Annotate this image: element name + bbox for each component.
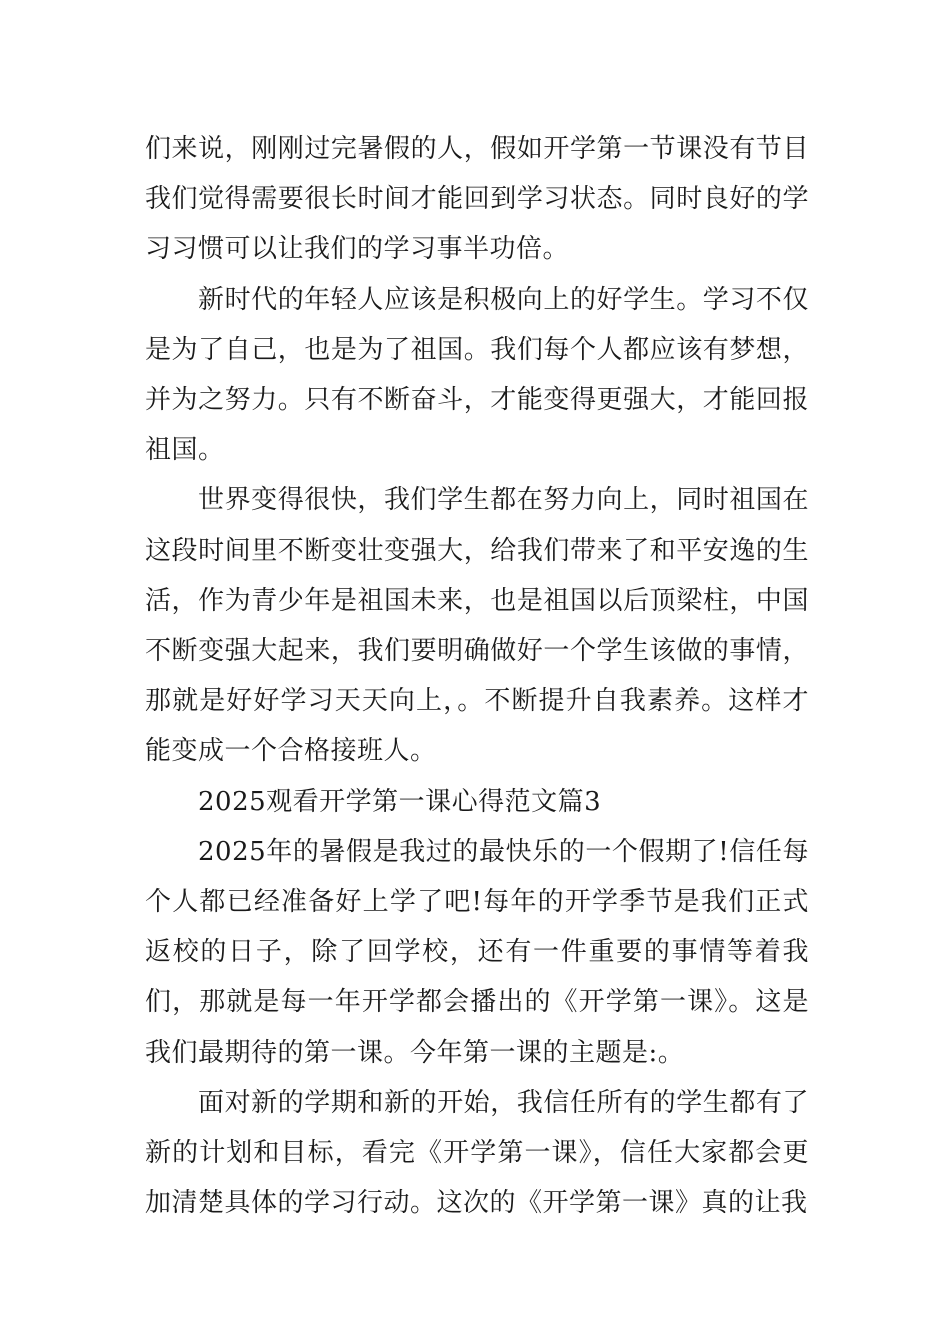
paragraph: 面对新的学期和新的开始，我信任所有的学生都有了新的计划和目标，看完《开学第一课》，信任大家都会更加清楚具体的学习行动。这次的《开学第一课》真的让我: [145, 1087, 809, 1219]
paragraph: 2025年的暑假是我过的最快乐的一个假期了!信任每个人都已经准备好上学了吧!每年的开学季节是我们正式返校的日子，除了回学校，还有一件重要的事情等着我们，那就是每一年开学都会播出的《开学第一课》。这是我们最期待的第一课。今年第一课的主题是:。: [145, 836, 809, 1068]
paragraph-continuation: 们来说，刚刚过完暑假的人，假如开学第一节课没有节目我们觉得需要很长时间才能回到学习状态。同时良好的学习习惯可以让我们的学习事半功倍。: [145, 134, 809, 265]
document-body: [145, 124, 809, 1228]
paragraph: 世界变得很快，我们学生都在努力向上，同时祖国在这段时间里不断变壮变强大，给我们带来了和平安逸的生活，作为青少年是祖国未来，也是祖国以后顶梁柱，中国不断变强大起来，我们要明确做好一个学生该做的事情，那就是好好学习天天向上，。不断提升自我素养。这样才能变成一个合格接班人。: [145, 485, 809, 767]
section-heading: 2025观看开学第一课心得范文篇3: [198, 786, 602, 817]
paragraph: 新时代的年轻人应该是积极向上的好学生。学习不仅是为了自己，也是为了祖国。我们每个人都应该有梦想，并为之努力。只有不断奋斗，才能变得更强大，才能回报祖国。: [145, 284, 809, 466]
